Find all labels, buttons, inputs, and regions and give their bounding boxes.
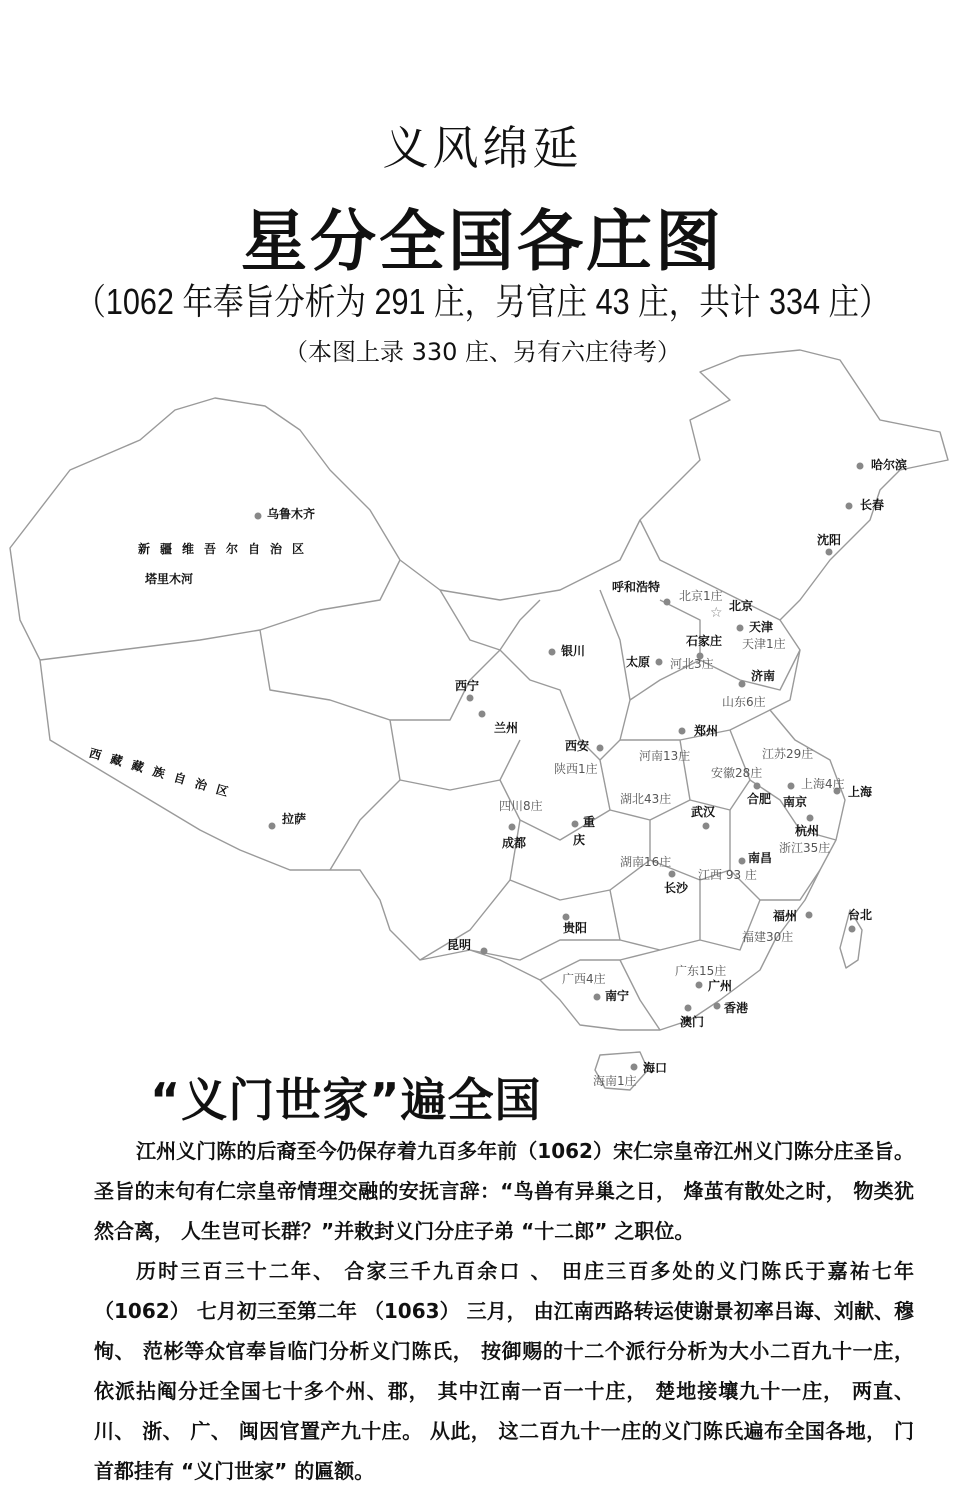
title-large: 星分全国各庄图 (241, 203, 724, 280)
city-hohhot: 呼和浩特 (612, 580, 661, 594)
city-urumqi: 乌鲁木齐 (267, 507, 316, 521)
jinan-dot (739, 681, 746, 688)
city-nanchang: 南昌 (748, 851, 773, 865)
city-jinan: 济南 (751, 669, 776, 683)
city-chengdu: 成都 (502, 836, 527, 850)
prov-shanghai: 上海4庄 (801, 777, 845, 791)
prov-shandong: 山东6庄 (722, 695, 766, 709)
kunming-dot (481, 948, 488, 955)
prov-tianjin: 天津1庄 (742, 637, 786, 651)
city-taipei: 台北 (848, 908, 873, 922)
xining-dot (467, 695, 474, 702)
region-tibet: 西藏藏族自治区 (87, 745, 240, 802)
city-shanghai: 上海 (848, 785, 873, 799)
macau-dot (685, 1005, 692, 1012)
hefei-dot (754, 783, 761, 790)
prov-guangdong: 广东15庄 (675, 964, 727, 978)
prov-hunan: 湖南16庄 (620, 855, 672, 869)
subtitle: （1062 年奉旨分析为 291 庄，另官庄 43 庄，共计 334 庄） (75, 281, 890, 322)
city-beijing: 北京 (729, 599, 754, 613)
city-wuhan: 武汉 (691, 805, 716, 819)
haikou-dot (631, 1064, 638, 1071)
xian-dot (597, 745, 604, 752)
zhengzhou-dot (679, 728, 686, 735)
city-nanning: 南宁 (605, 989, 630, 1003)
urumqi-dot (255, 513, 262, 520)
prov-hainan: 海南1庄 (593, 1074, 637, 1088)
prov-guangxi: 广西4庄 (562, 972, 606, 986)
fuzhou-dot (806, 912, 813, 919)
wuhan-dot (703, 823, 710, 830)
lhasa-dot (269, 823, 276, 830)
guangzhou-dot (696, 982, 703, 989)
changchun-dot (846, 503, 853, 510)
prov-hebei: 河北3庄 (670, 657, 714, 671)
title-small: 义风绵延 (382, 121, 583, 175)
prov-jiangsu: 江苏29庄 (762, 747, 814, 761)
article-title: “义门世家”遍全国 (150, 1073, 542, 1127)
shenyang-dot (826, 549, 833, 556)
hangzhou-dot (807, 815, 814, 822)
city-harbin: 哈尔滨 (871, 458, 908, 472)
city-taiyuan: 太原 (626, 655, 651, 669)
city-lanzhou: 兰州 (494, 721, 519, 735)
changsha-dot (669, 871, 676, 878)
guiyang-dot (563, 914, 570, 921)
city-guangzhou: 广州 (708, 979, 733, 993)
tianjin-dot (737, 625, 744, 632)
city-hefei: 合肥 (747, 792, 772, 806)
prov-shaanxi: 陕西1庄 (554, 762, 598, 776)
taiyuan-dot (656, 659, 663, 666)
article-paragraph-1: 江州义门陈的后裔至今仍保存着九百多年前（1062）宋仁宗皇帝江州义门陈分庄圣旨。 圣旨的末句有仁宗皇帝情理交融的安抚言辞：“鸟兽有异巢之日， 烽茧有散处之时， 物类犹然合离， 人生岂可长群？”并敕封义门分庄子弟 “十二郎” 之职位。 (94, 1139, 914, 1243)
prov-sichuan: 四川8庄 (499, 799, 543, 813)
nanchang-dot (739, 858, 746, 865)
prov-beijing: 北京1庄 (679, 589, 723, 603)
city-macau: 澳门 (680, 1015, 705, 1029)
yinchuan-dot (549, 649, 556, 656)
lanzhou-dot (479, 711, 486, 718)
article-paragraph-2: 历时三百三十二年、 合家三千九百余口 、 田庄三百多处的义门陈氏于嘉祐七年（1062） 七月初三至第二年 （1063） 三月， 由江南西路转运使谢景初率吕诲、刘献、穆恂、 范彬等众官奉旨临门分析义门陈氏， 按御赐的十二个派行分析为大小二百九十一庄， 依派拈阄分迁全国七十多个州、郡， 其中江南一百一十庄， 楚地接壤九十一庄， 两直、 川、 浙、 广、 闽因官置产九十庄。 从此， 这二百九十一庄的义门陈氏遍布全国各地， 门首都挂有 “义门世家” 的匾额。 (94, 1259, 914, 1483)
city-chongqing-1: 重 (583, 815, 596, 829)
city-fuzhou: 福州 (773, 909, 798, 923)
city-hangzhou: 杭州 (795, 824, 820, 838)
nanning-dot (594, 994, 601, 1001)
prov-jiangxi: 江西 93 庄 (698, 868, 757, 882)
prov-hubei: 湖北43庄 (620, 792, 672, 806)
chongqing-dot (572, 821, 579, 828)
region-xinjiang: 新疆维吾尔自治区 (138, 542, 315, 556)
hongkong-dot (714, 1003, 721, 1010)
prov-henan: 河南13庄 (639, 749, 691, 763)
city-zhengzhou: 郑州 (694, 724, 719, 738)
city-changchun: 长春 (860, 498, 885, 512)
city-shijiazhuang: 石家庄 (686, 634, 723, 648)
nanjing-dot (788, 783, 795, 790)
city-xian: 西安 (565, 739, 590, 753)
note: （本图上录 330 庄、另有六庄待考） (283, 338, 682, 366)
beijing-star-icon: ☆ (710, 605, 723, 621)
hohhot-dot (664, 599, 671, 606)
city-nanjing: 南京 (783, 795, 808, 809)
city-chongqing-2: 庆 (573, 833, 586, 847)
city-tarim: 塔里木河 (145, 572, 194, 586)
city-hongkong: 香港 (724, 1001, 749, 1015)
city-yinchuan: 银川 (561, 644, 586, 658)
city-shenyang: 沈阳 (817, 533, 842, 547)
city-guiyang: 贵阳 (563, 921, 588, 935)
city-xining: 西宁 (455, 679, 480, 693)
prov-fujian: 福建30庄 (742, 930, 794, 944)
city-haikou: 海口 (643, 1061, 668, 1075)
city-tianjin: 天津 (749, 620, 774, 634)
prov-anhui: 安徽28庄 (711, 766, 763, 780)
city-changsha: 长沙 (664, 881, 689, 895)
taipei-dot (849, 926, 856, 933)
chengdu-dot (509, 824, 516, 831)
city-lhasa: 拉萨 (282, 812, 307, 826)
city-kunming: 昆明 (447, 938, 472, 952)
harbin-dot (857, 463, 864, 470)
prov-zhejiang: 浙江35庄 (779, 841, 831, 855)
